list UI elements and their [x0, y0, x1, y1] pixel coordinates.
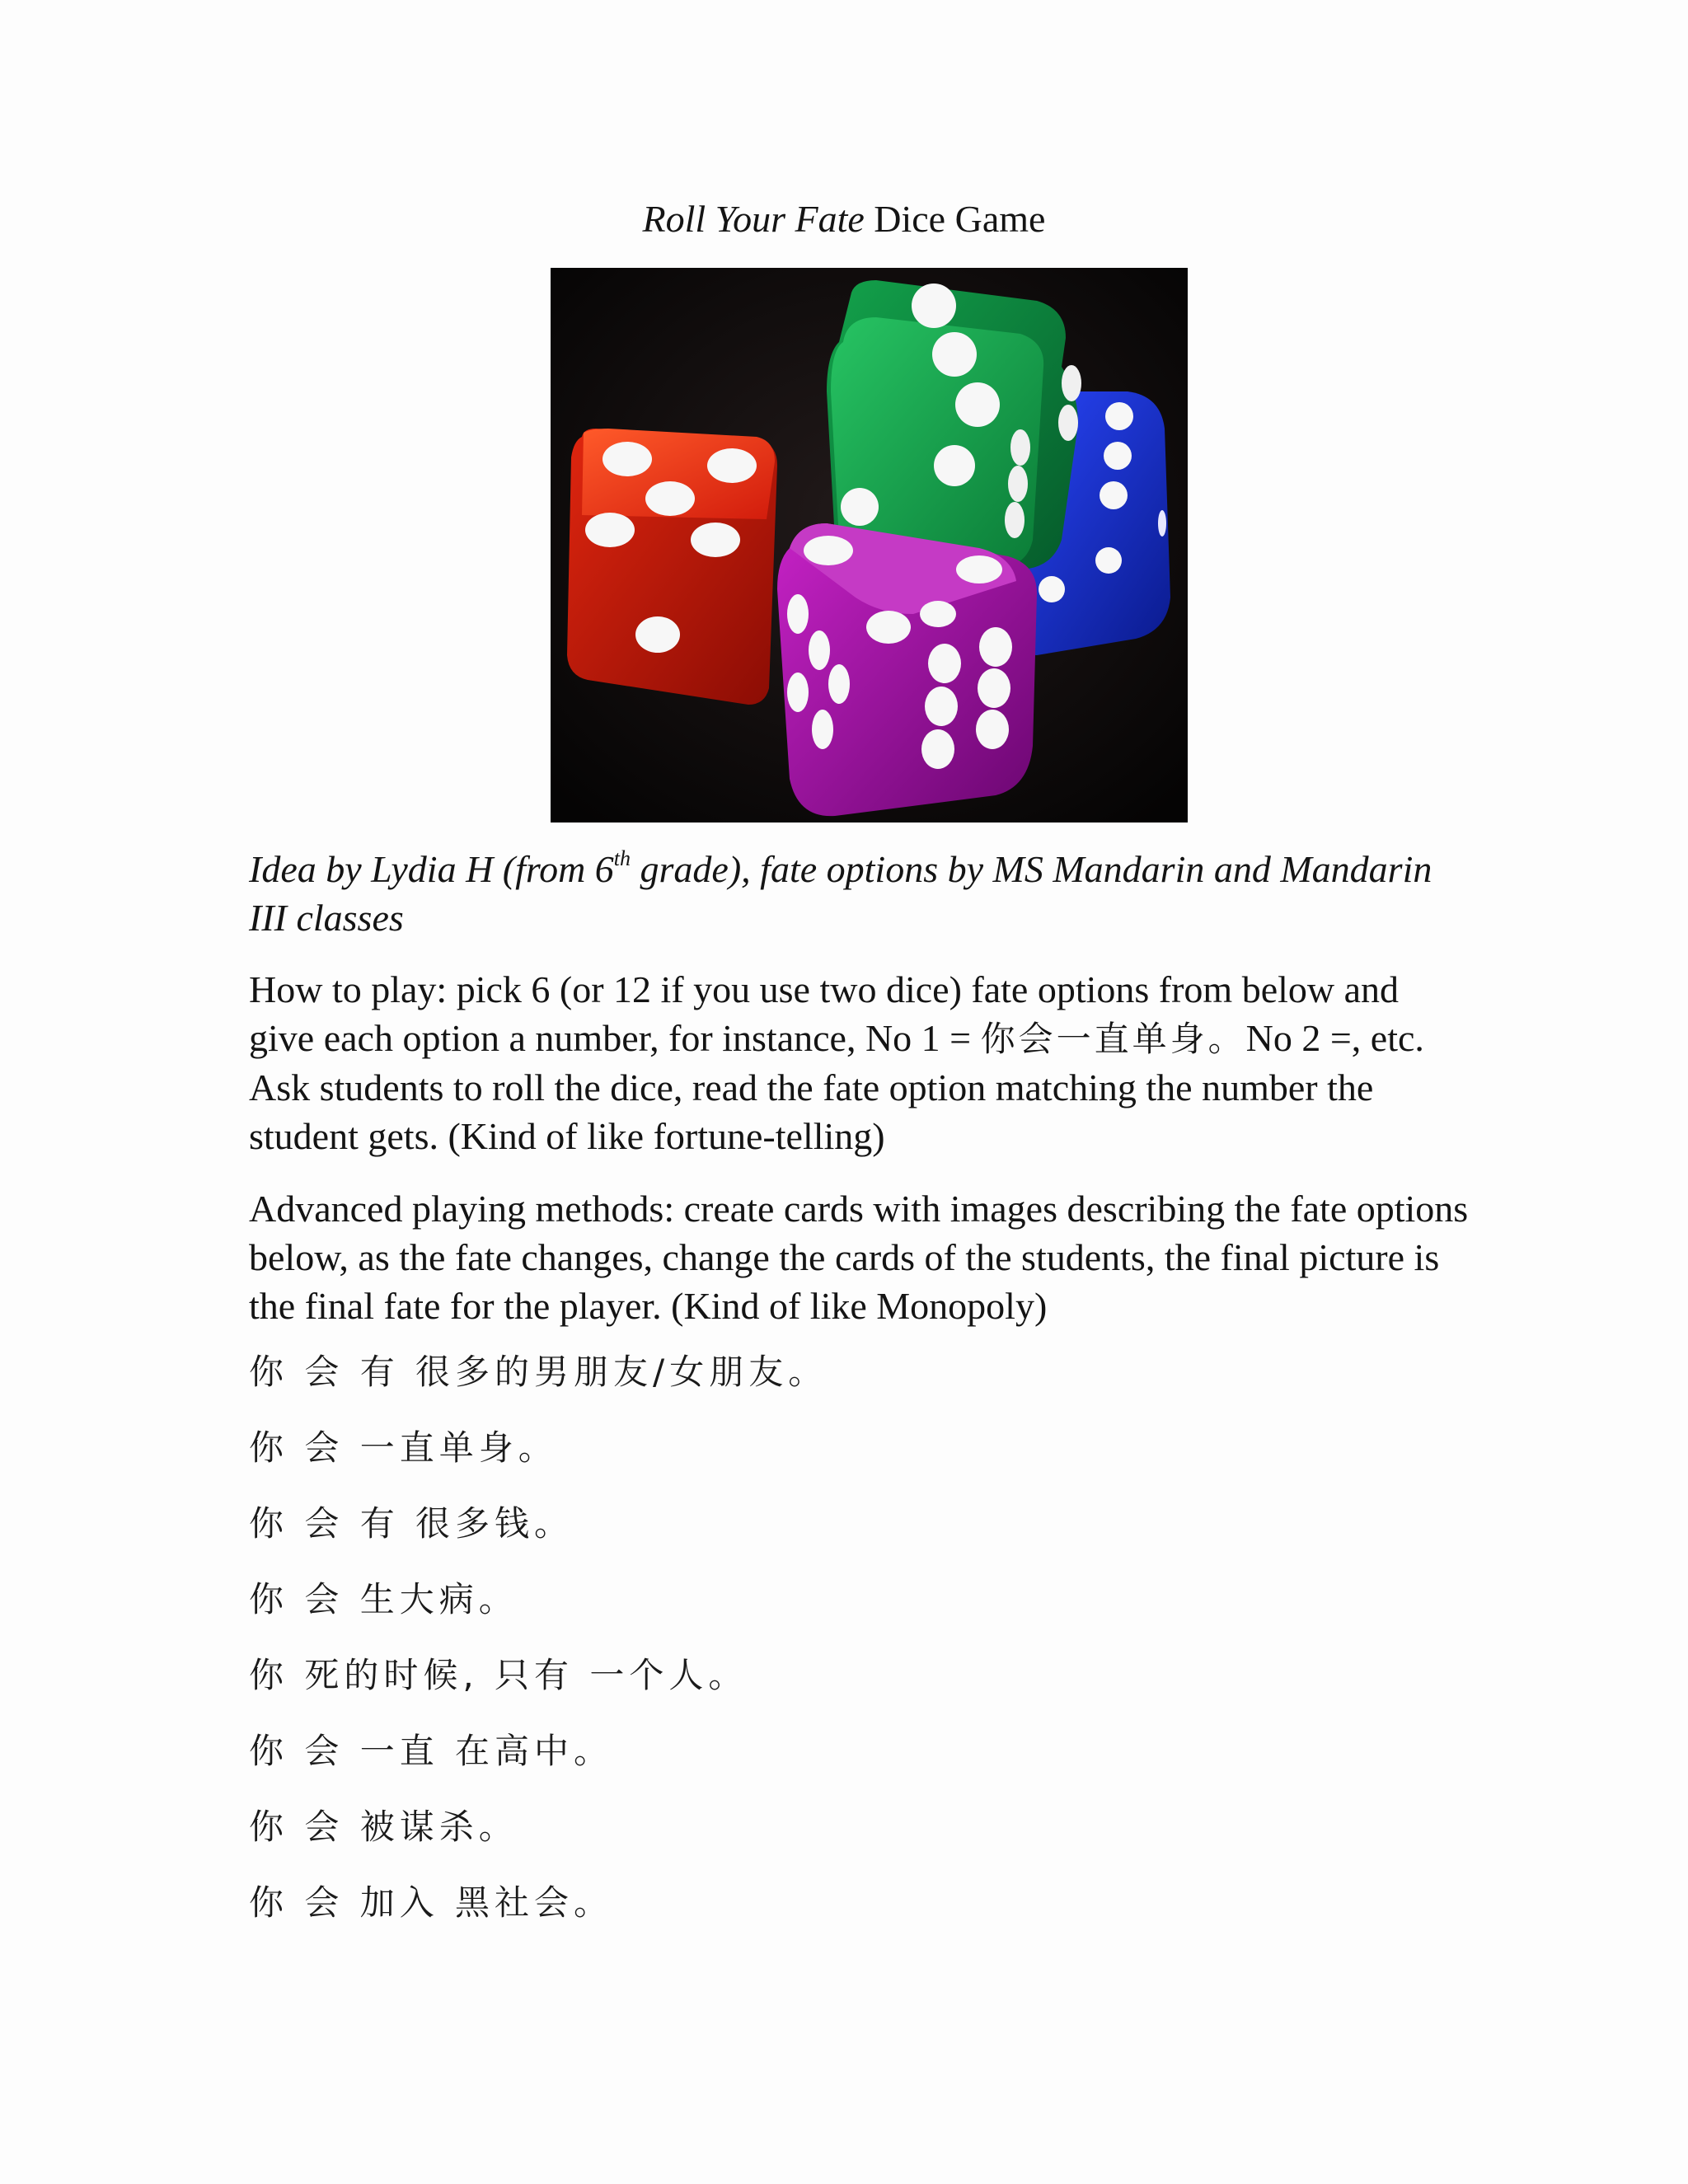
- fate-option: 你 会 生大病。: [249, 1579, 518, 1619]
- howto-part2: No 2 =, etc. Ask students to roll the dice, read the fate option matching the number the student gets. (Kind of like fortune-telling): [249, 1017, 1424, 1157]
- credit-superscript: th: [613, 846, 631, 870]
- fate-option: 你 会 加入 黑社会。: [249, 1882, 614, 1923]
- dice-illustration: [551, 268, 1188, 823]
- dice-photo: [551, 268, 1188, 823]
- fate-option: 你 会 有 很多的男朋友/女朋友。: [249, 1352, 828, 1392]
- credit-part1: Idea by Lydia H (from 6: [249, 848, 614, 890]
- fate-option: 你 死的时候, 只有 一个人。: [249, 1655, 748, 1695]
- title-italic: Roll Your Fate: [642, 198, 865, 240]
- howto-example-chinese: 你会一直单身。: [980, 1019, 1246, 1059]
- fate-option: 你 会 有 很多钱。: [249, 1503, 574, 1544]
- fate-option: 你 会 一直单身。: [249, 1427, 558, 1468]
- title-plain: Dice Game: [874, 198, 1046, 240]
- fate-option: 你 会 被谋杀。: [249, 1807, 518, 1847]
- credit-part2: grade), fate options by MS Mandarin and Mandarin III classes: [249, 848, 1432, 939]
- how-to-play-paragraph: [249, 965, 1469, 1160]
- advanced-methods-paragraph: Advanced playing methods: create cards with images describing the fate options below, as the fate changes, change the cards of the students, the final picture is the final fate for the player. (Kind of like Monopoly): [249, 1188, 1469, 1327]
- fate-option: 你 会 一直 在高中。: [249, 1731, 614, 1771]
- howto-part1: How to play: pick 6 (or 12 if you use two dice) fate options from below and give each option a number, for instance, No 1 =: [249, 968, 1400, 1059]
- fate-options-list: [249, 1352, 828, 1958]
- red-die: [567, 429, 777, 705]
- credit-line: [249, 845, 1469, 942]
- purple-die: [777, 523, 1037, 816]
- page-title: [0, 194, 1688, 244]
